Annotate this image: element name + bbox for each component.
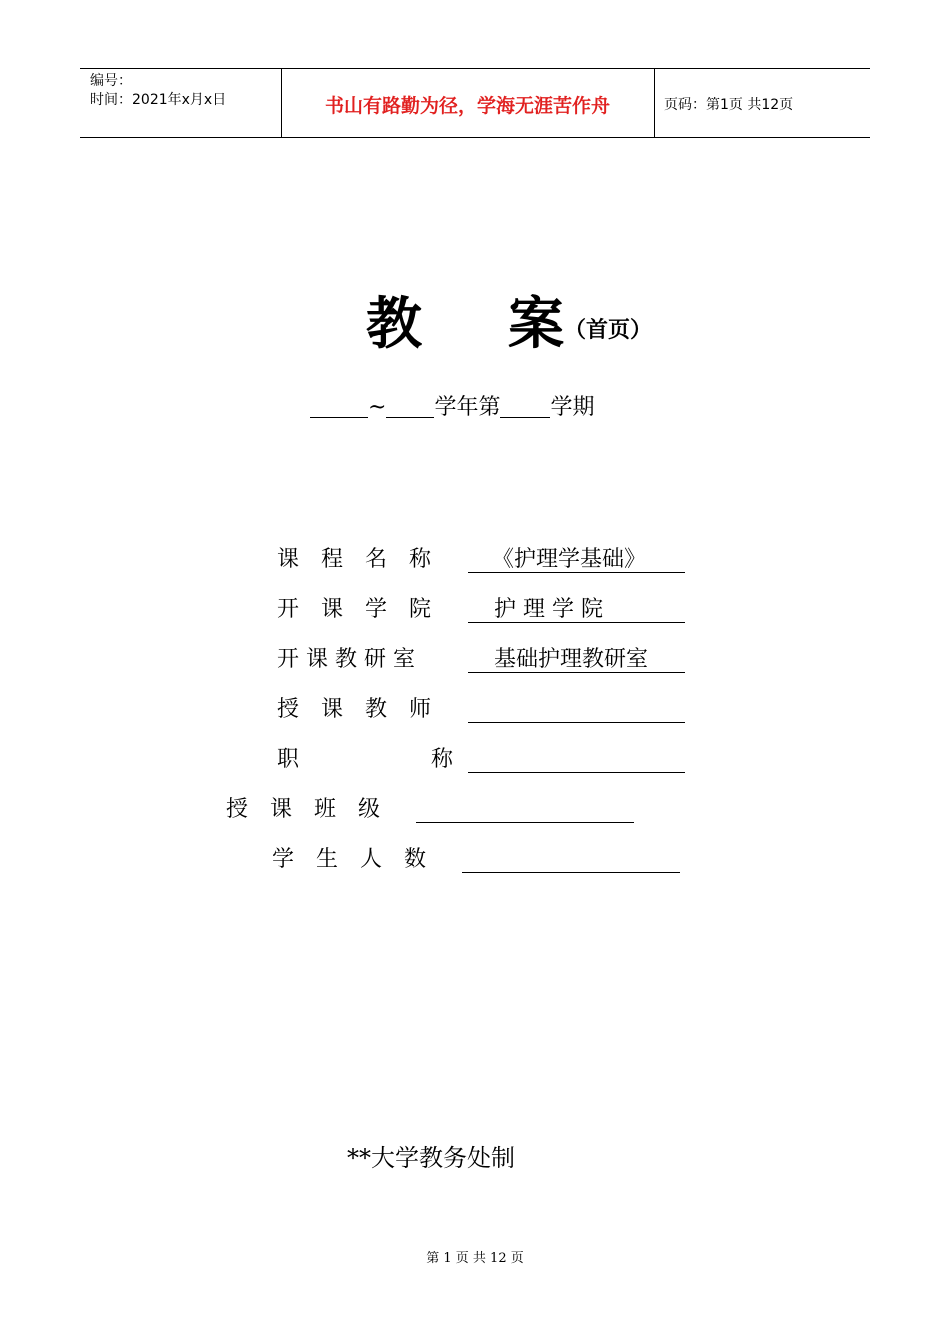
office-field[interactable] bbox=[468, 642, 685, 673]
end-year-blank[interactable] bbox=[386, 397, 434, 418]
course-name-value: 《护理学基础》 bbox=[492, 547, 647, 572]
term-semester-text: 学期 bbox=[550, 395, 595, 420]
college-field[interactable] bbox=[468, 592, 685, 623]
page-title bbox=[366, 292, 652, 358]
header-meta bbox=[90, 72, 226, 110]
office-row bbox=[277, 642, 649, 672]
teacher-label: 授 课 教 师 bbox=[277, 697, 432, 722]
course-name-row bbox=[277, 542, 647, 572]
header-divider bbox=[654, 69, 655, 137]
college-value: 护 理 学 院 bbox=[494, 597, 603, 622]
title-suffix: （首页） bbox=[564, 318, 653, 343]
title-rank-field[interactable] bbox=[468, 742, 685, 773]
title-rank-label-b: 称 bbox=[431, 747, 454, 772]
semester-blank[interactable] bbox=[500, 397, 550, 418]
header-motto: 书山有路勤为径，学海无涯苦作舟 bbox=[324, 95, 610, 117]
title-rank-row bbox=[277, 742, 454, 772]
title-rank-label-a: 职 bbox=[277, 747, 300, 772]
students-label: 学 生 人 数 bbox=[272, 847, 427, 872]
office-value: 基础护理教研室 bbox=[494, 647, 649, 672]
teacher-field[interactable] bbox=[468, 692, 685, 723]
date-label: 时间：2021年x月x日 bbox=[90, 92, 227, 108]
document-header bbox=[80, 68, 870, 138]
class-row bbox=[226, 792, 380, 822]
course-name-field[interactable] bbox=[468, 542, 685, 573]
term-tilde: ~ bbox=[368, 395, 387, 420]
code-label: 编号： bbox=[90, 73, 132, 89]
teacher-row bbox=[277, 692, 431, 722]
title-char-1: 教 bbox=[366, 292, 422, 357]
title-char-2: 案 bbox=[508, 292, 564, 357]
students-row bbox=[272, 842, 426, 872]
students-field[interactable] bbox=[462, 842, 680, 873]
course-name-label: 课 程 名 称 bbox=[277, 547, 432, 572]
class-field[interactable] bbox=[416, 792, 634, 823]
college-label: 开 课 学 院 bbox=[277, 597, 432, 622]
office-label: 开 课 教 研 室 bbox=[277, 647, 415, 672]
issuing-office: **大学教务处制 bbox=[347, 1144, 515, 1172]
class-label: 授 课 班 级 bbox=[226, 797, 381, 822]
college-row bbox=[277, 592, 603, 622]
term-line bbox=[310, 390, 594, 421]
page-number: 第 1 页 共 12 页 bbox=[426, 1251, 524, 1266]
term-year-text: 学年第 bbox=[434, 395, 501, 420]
header-page-info: 页码：第1页 共12页 bbox=[664, 97, 794, 113]
start-year-blank[interactable] bbox=[310, 397, 368, 418]
